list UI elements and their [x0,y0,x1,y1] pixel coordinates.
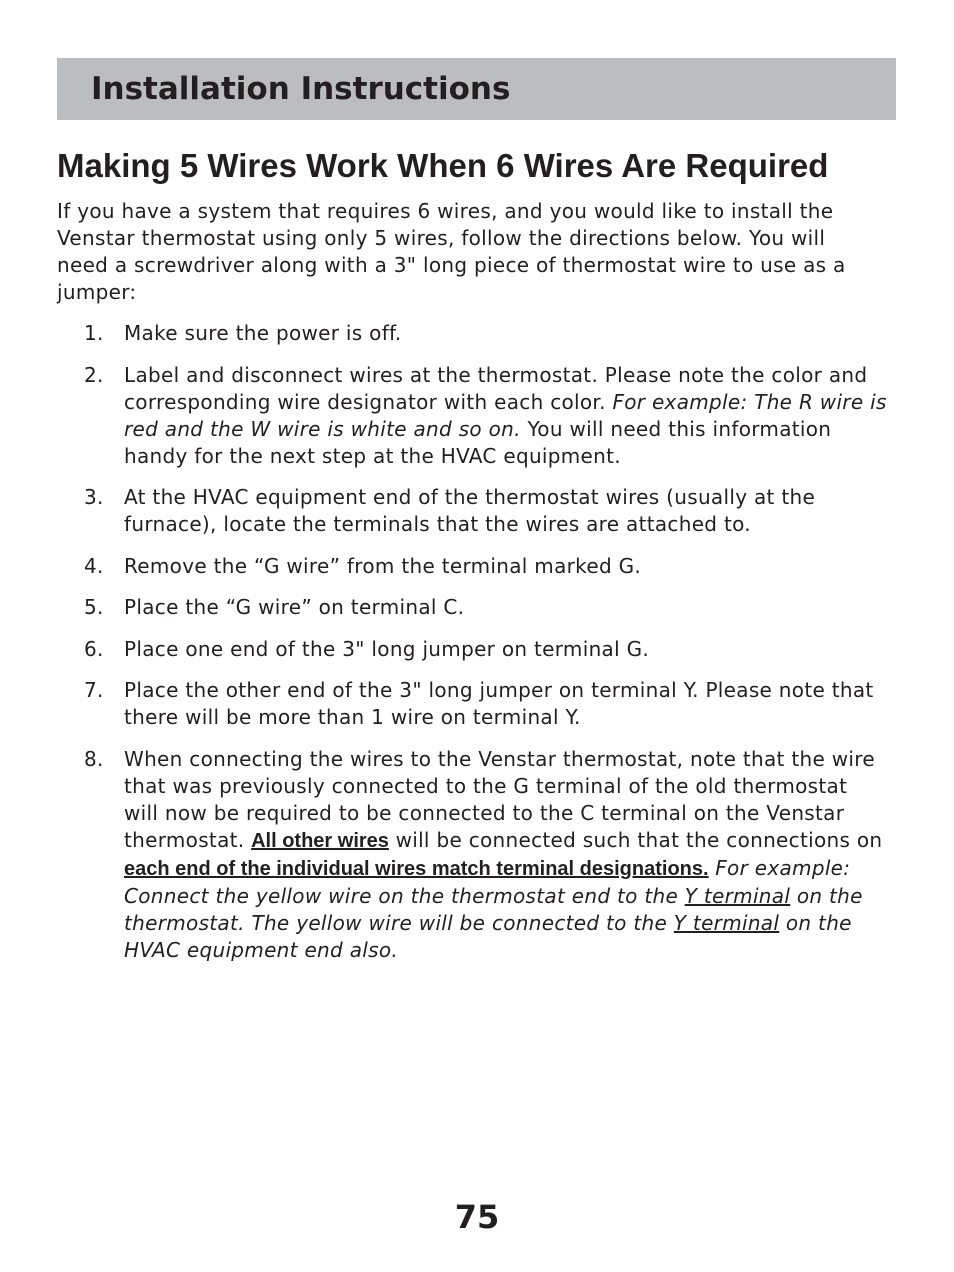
step-item [57,484,887,538]
step-text: Remove the “G wire” from the terminal marked G. [124,553,642,578]
step-text: Place the other end of the 3" long jumper on terminal Y. Please note that there will be more than 1 wire on terminal Y. [124,678,874,729]
step-number: 2. [84,362,104,387]
step-example-text: For example: Connect the yellow wire on the thermostat end to the [124,855,851,908]
step-number: 4. [84,553,104,578]
step-text: At the HVAC equipment end of the thermostat wires (usually at the furnace), locate the terminals that the wires are attached to. [124,485,816,536]
section-header-bar [57,58,896,120]
emphasis-all-other-wires: All other wires [251,829,389,852]
intro-paragraph: If you have a system that requires 6 wires, and you would like to install the Venstar thermostat using only 5 wires, follow the directions below. You will need a screwdriver along with a 3" long piece of thermostat wire to use as a jumper: [57,199,846,304]
step-number: 7. [84,678,104,702]
step-number: 3. [84,485,104,509]
step-number: 5. [84,595,104,619]
step-example-text: on the HVAC equipment end also. [124,910,852,962]
step-text: will be connected such that the connections on [388,827,883,852]
step-number: 6. [84,636,104,661]
y-terminal-reference: Y terminal [684,883,791,908]
step-number: 1. [84,321,104,345]
step-example-text: on the thermostat. The yellow wire will be connected to the [124,883,863,935]
step-text: Label and disconnect wires at the thermostat. Please note the color and corresponding wire designator with each color. [124,362,868,414]
step-item [57,553,887,580]
step-item [57,746,887,964]
step-number: 8. [84,746,104,771]
page-heading: Making 5 Wires Work When 6 Wires Are Required [57,147,829,184]
step-text: You will need this information handy for the next step at the HVAC equipment. [124,416,832,468]
step-example-text: For example: The R wire is red and the W wire is white and so on. [124,389,887,441]
section-title: Installation Instructions [91,71,511,107]
step-item [57,677,887,731]
step-text: Place one end of the 3" long jumper on terminal G. [124,636,650,661]
step-text: When connecting the wires to the Venstar thermostat, note that the wire that was previously connected to the G terminal of the old thermostat will now be required to be connected to the C terminal on the Venstar thermostat. [124,746,875,852]
step-text: Place the “G wire” on terminal C. [124,595,465,619]
step-item [57,594,887,621]
step-item [57,362,887,470]
emphasis-terminal-designations: each end of the individual wires match terminal designations. [124,857,709,880]
step-item [57,636,887,663]
page-number: 75 [454,1198,500,1236]
step-item [57,320,887,347]
y-terminal-reference: Y terminal [673,910,780,935]
steps-list [57,320,887,978]
step-text: Make sure the power is off. [124,321,402,345]
